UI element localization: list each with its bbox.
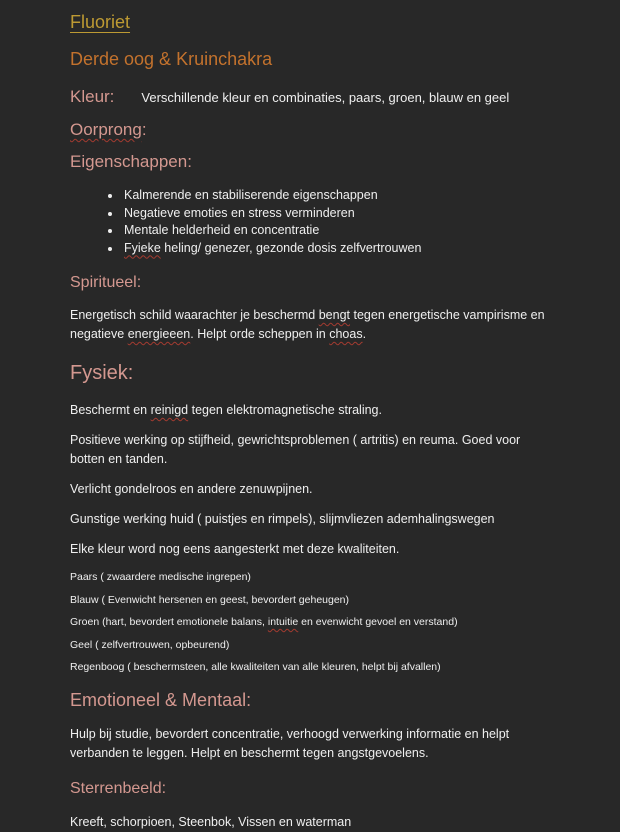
fysiek-paragraph: Verlicht gondelroos en andere zenuwpijnen. — [70, 482, 313, 496]
chakra-subtitle: Derde oog & Kruinchakra — [70, 49, 273, 69]
eigenschappen-list — [70, 187, 554, 257]
kleur-label: Kleur: — [70, 87, 115, 106]
color-note-geel: Geel ( zelfvertrouwen, opbeurend) — [70, 638, 230, 651]
oorprong-heading: Oorprong: — [70, 120, 147, 139]
emotioneel-heading: Emotioneel & Mentaal: — [70, 690, 252, 710]
kleur-row — [70, 87, 554, 107]
fysiek-paragraph: Elke kleur word nog eens aangesterkt met deze kwaliteiten. — [70, 542, 400, 556]
fysiek-paragraph: Positieve werking op stijfheid, gewrichtsproblemen ( artritis) en reuma. Goed voor botten en tanden. — [70, 433, 521, 466]
emotioneel-paragraph: Hulp bij studie, bevordert concentratie, verhoogd verwerking informatie en helpt verbanden te leggen. Helpt en beschermt tegen angstgevoelens. — [70, 727, 510, 760]
sterrenbeeld-value: Kreeft, schorpioen, Steenbok, Vissen en waterman — [70, 815, 352, 829]
page-title — [70, 12, 554, 33]
fysiek-paragraph: Beschermt en reinigd tegen elektromagnetische straling. — [70, 403, 382, 417]
list-item: Negatieve emoties en stress verminderen — [108, 205, 554, 223]
spiritueel-heading: Spiritueel: — [70, 274, 142, 291]
eigenschappen-heading: Eigenschappen: — [70, 152, 192, 171]
fysiek-heading: Fysiek: — [70, 362, 134, 384]
color-note-groen: Groen (hart, bevordert emotionele balans, intuitie en evenwicht gevoel en verstand) — [70, 616, 458, 628]
list-item: Kalmerende en stabiliserende eigenschappen — [108, 187, 554, 205]
list-item: Fyieke heling/ genezer, gezonde dosis zelfvertrouwen — [108, 240, 554, 258]
color-note-regenboog: Regenboog ( beschermsteen, alle kwaliteiten van alle kleuren, helpt bij afvallen) — [70, 661, 441, 673]
fysiek-paragraph: Gunstige werking huid ( puistjes en rimpels), slijmvliezen ademhalingswegen — [70, 512, 495, 526]
spiritueel-paragraph: Energetisch schild waarachter je beschermd bengt tegen energetische vampirisme en negatieve energieeen. Helpt orde scheppen in choas. — [70, 308, 545, 341]
color-note-blauw: Blauw ( Evenwicht hersenen en geest, bevordert geheugen) — [70, 593, 350, 606]
sterrenbeeld-heading: Sterrenbeeld: — [70, 780, 167, 797]
kleur-value: Verschillende kleur en combinaties, paars, groen, blauw en geel — [141, 90, 510, 105]
list-item: Mentale helderheid en concentratie — [108, 222, 554, 240]
color-note-paars: Paars ( zwaardere medische ingrepen) — [70, 571, 251, 583]
page-title-text: Fluoriet — [70, 12, 131, 32]
